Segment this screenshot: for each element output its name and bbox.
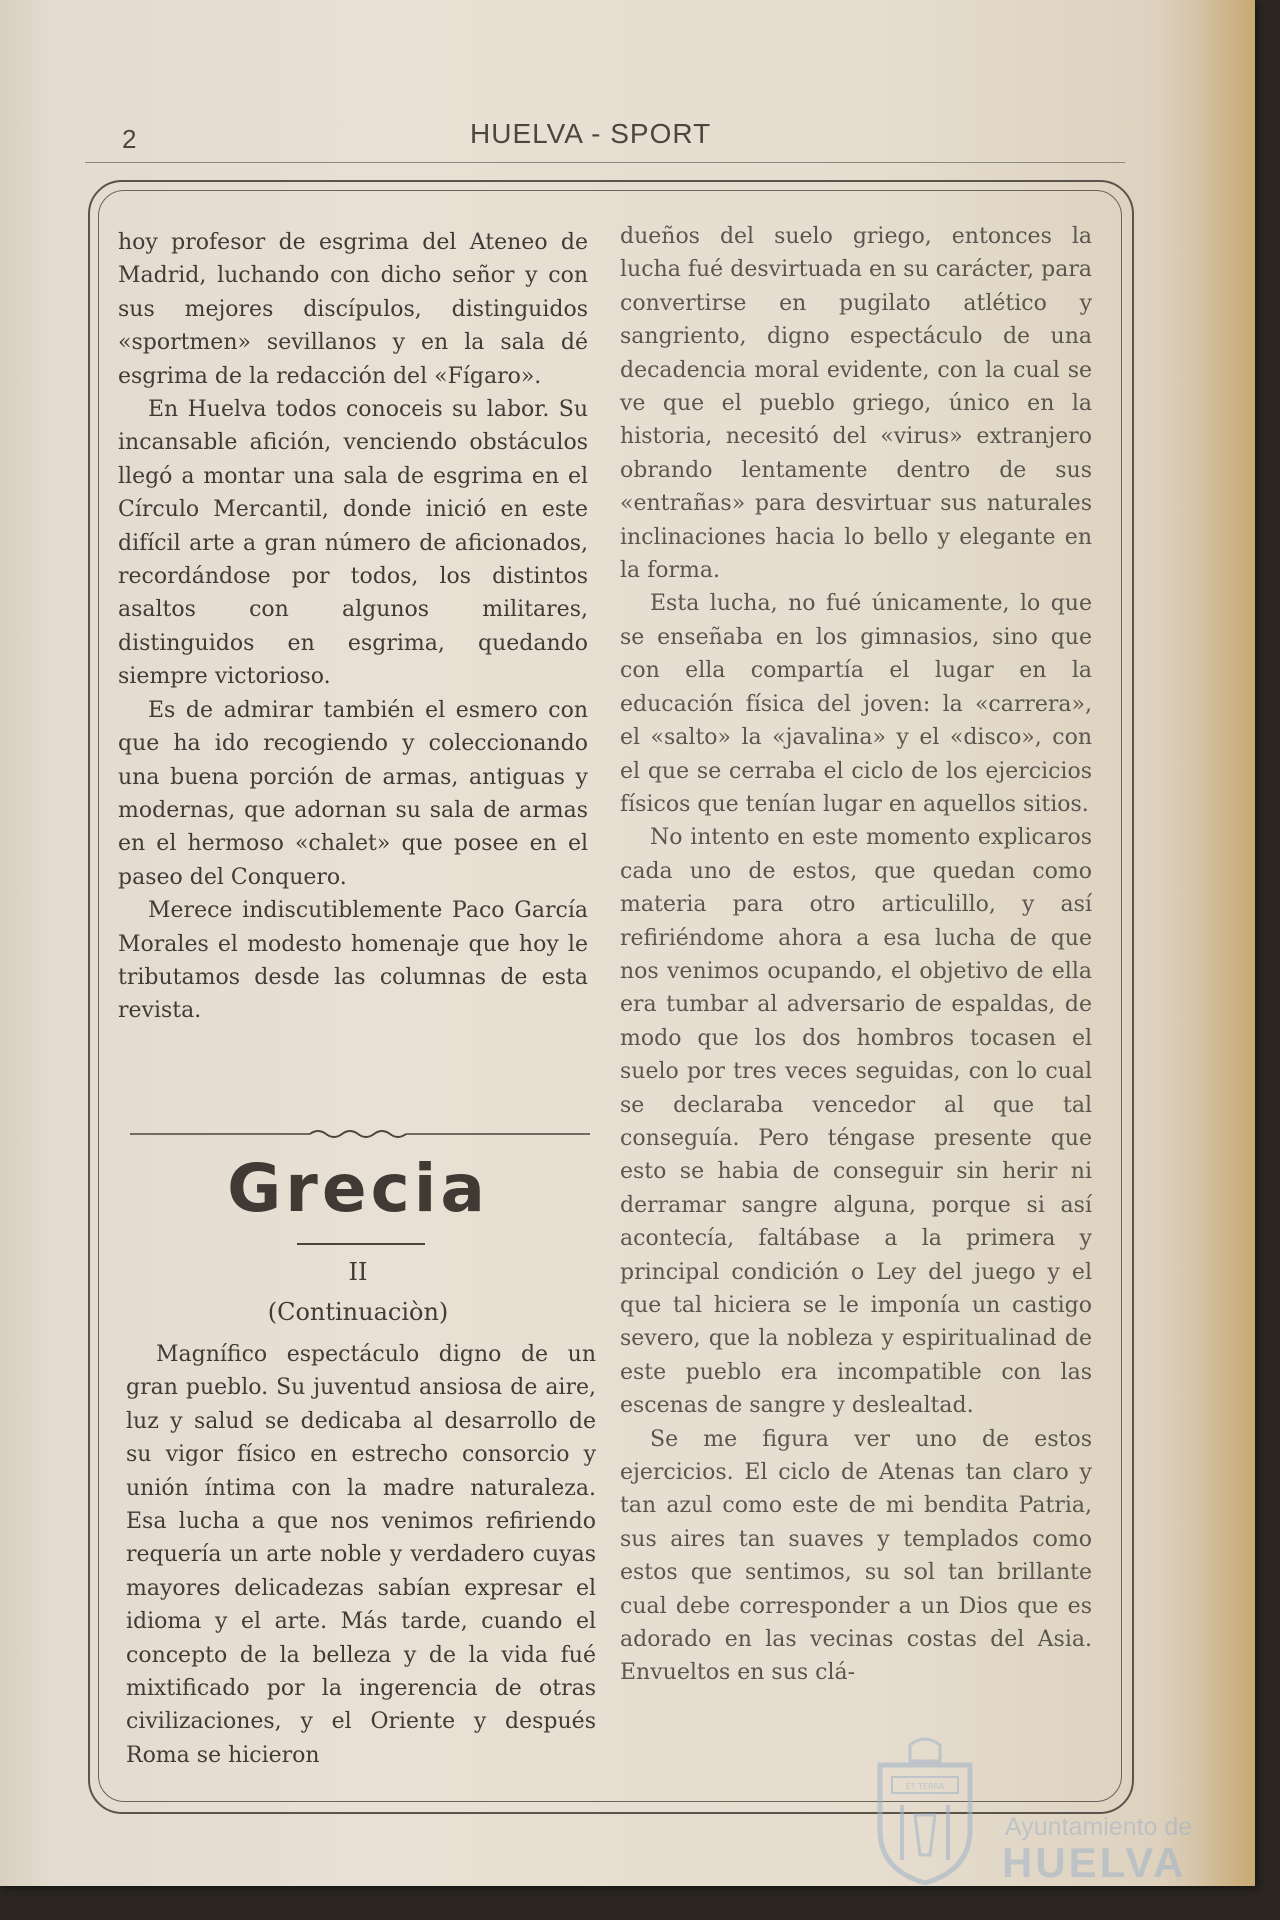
page-edge-shadow <box>1195 0 1255 1886</box>
paragraph: No intento en este momento explicaros cada uno de estos, que quedan como materia para otro articulillo, y así refiriéndome ahora a esa lucha de que nos venimos ocupando, el objetivo de ella era tumbar al adversario de espaldas, de modo que los dos hombros tocasen el suelo por tres veces seguidas, con lo cual se declaraba vencedor al que tal conseguía. Pero téngase presente que esto se habia de conseguir sin herir ni derramar sangre alguna, porque si así acontecía, faltábase a la primera y principal condición o Ley del juego y el que tal hiciera se le imponía un castigo severo, que la nobleza y espiritualinad de este pueblo era incompatible con las escenas de sangre y deslealtad. <box>620 825 1092 1419</box>
shield-motto: ET TERRA <box>905 1782 945 1791</box>
running-head <box>0 116 1255 156</box>
paragraph: Esta lucha, no fué únicamente, lo que se enseñaba en los gimnasios, sino que con ella compartía el lugar en la educación física del joven: la «carrera», el «salto» la «javalina» y el «disco», con el que se cerraba el ciclo de los ejercicios físicos que tenían lugar en aquellos sitios. <box>620 591 1092 817</box>
journal-title: HUELVA - SPORT <box>470 118 712 149</box>
watermark-line-1: Ayuntamiento de <box>1005 1813 1193 1841</box>
title-rule <box>297 1243 425 1245</box>
page-number: 2 <box>122 124 137 154</box>
paragraph: hoy profesor de esgrima del Ateneo de Madrid, luchando con dicho señor y con sus mejores discípulos, distinguidos «sportmen» sevillanos y en la sala dé esgrima de la redacción del «Fígaro». <box>118 230 588 389</box>
archive-watermark <box>870 1735 1210 1885</box>
paragraph: Merece indiscutiblemente Paco García Morales el modesto homenaje que hoy le tributamos desde las columnas de esta revista. <box>118 898 588 1024</box>
left-column-article <box>126 1338 596 1772</box>
article-continuation-note: (Continuaciòn) <box>267 1298 449 1326</box>
paragraph: En Huelva todos conoceis su labor. Su incansable afición, venciendo obstáculos llegó a montar una sala de esgrima en el Círculo Mercantil, donde inició en este difícil arte a gran número de aficionados, recordándose por todos, los distintos asaltos con algunos militares, distinguidos en esgrima, quedando siempre victorioso. <box>118 397 588 690</box>
paragraph: Es de admirar también el esmero con que ha ido recogiendo y coleccionando una buena porción de armas, antiguas y modernas, que adornan su sala de armas en el hermoso «chalet» que posee en el paseo del Conquero. <box>118 697 588 890</box>
paragraph: dueños del suelo griego, entonces la lucha fué desvirtuada en su carácter, para convertirse en pugilato atlético y sangriento, digno espectáculo de una decadencia moral evidente, con la cual se ve que el pueblo griego, único en la historia, necesitó del «virus» extranjero obrando lentamente dentro de sus «entrañas» para desvirtuar sus naturales inclinaciones hacia lo bello y elegante en la forma. <box>620 224 1092 584</box>
article-title: Grecia <box>227 1150 489 1227</box>
left-column-top <box>118 226 588 1028</box>
article-part-number: II <box>348 1258 368 1286</box>
right-column-article <box>620 220 1092 1690</box>
section-divider-ornament <box>130 1124 590 1144</box>
paragraph: Magnífico espectáculo digno de un gran pueblo. Su juventud ansiosa de aire, luz y salud se dedicaba al desarrollo de su vigor físico en estrecho consorcio y unión íntima con la madre naturaleza. Esa lucha a que nos venimos refiriendo requería un arte noble y verdadero cuyas mayores delicadezas sabían expresar el idioma y el arte. Más tarde, cuando el concepto de la belleza y de la vida fué mixtificado por la ingerencia de otras civilizaciones, y el Oriente y después Roma se hicieron <box>126 1342 596 1768</box>
paragraph: Se me figura ver uno de estos ejercicios. El ciclo de Atenas tan claro y tan azul como este de mi bendita Patria, sus aires tan suaves y templados como estos que sentimos, su sol tan brillante cual debe corresponder a un Dios que es adorado en las vecinas costas del Asia. Envueltos en sus clá- <box>620 1426 1092 1686</box>
watermark-line-2: HUELVA <box>1002 1839 1187 1886</box>
header-rule <box>85 162 1125 163</box>
coat-of-arms-icon <box>870 1735 980 1885</box>
